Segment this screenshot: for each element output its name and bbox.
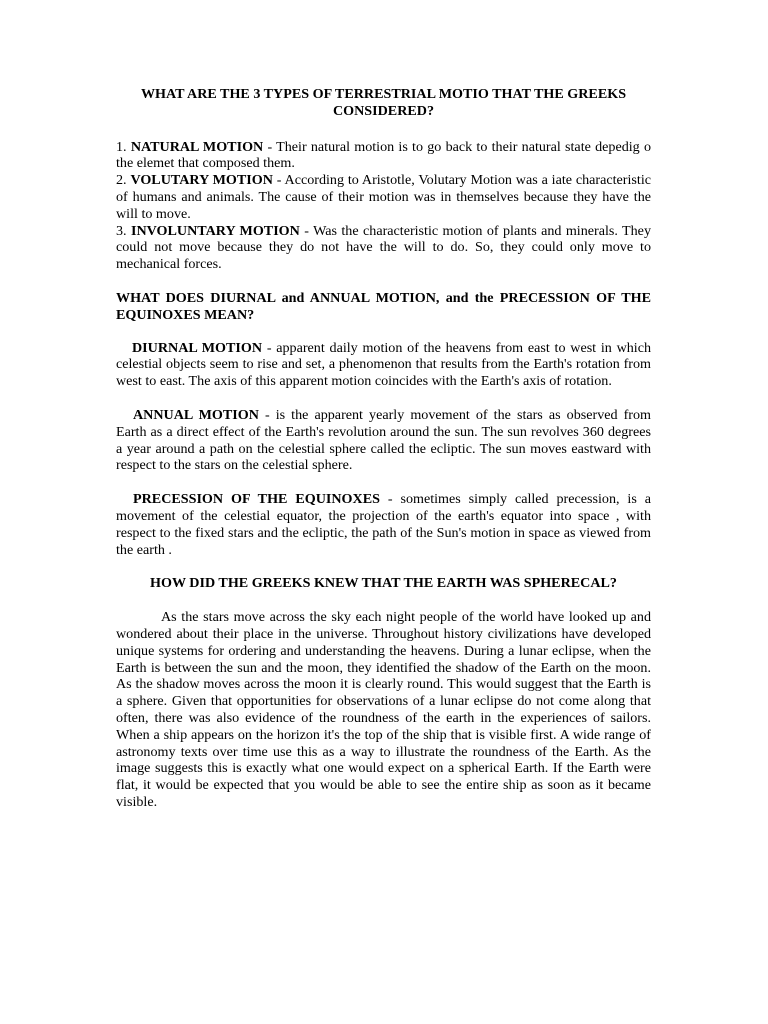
- item-text: - Was the characteristic motion of plants and minerals. They could not move because they do not have the will to do. So, they could only move to mechanical forces.: [116, 222, 651, 273]
- section-heading-spherical-earth: HOW DID THE GREEKS KNEW THAT THE EARTH WAS SPHERECAL?: [150, 575, 617, 592]
- definition-term: DIURNAL MOTION: [132, 339, 263, 356]
- body-paragraph-spherical-earth: As the stars move across the sky each night people of the world have looked up and wondered about their place in the universe. Throughout history civilizations have developed unique systems for ordering and understanding the heavens. During a lunar eclipse, when the Earth is between the sun and the moon, they identified the shadow of the Earth on the moon. As the shadow moves across the moon it is clearly round. This would suggest that the Earth is a sphere. Given that opportunities for observations of a lunar eclipse do not come along that often, there was also evidence of the roundness of the earth in the experiences of sailors. When a ship appears on the horizon it's the top of the ship that is visible first. A wide range of astronomy texts over time use this as a way to illustrate the roundness of the Earth. As the image suggests this is exactly what one would expect on a spherical Earth. If the Earth were flat, it would be expected that you would be able to see the entire ship as soon as it became visible.: [116, 609, 651, 810]
- definition-diurnal-motion: [116, 340, 651, 390]
- spacer: [116, 592, 651, 609]
- section-heading-diurnal-annual: WHAT DOES DIURNAL and ANNUAL MOTION, and the PRECESSION OF THE EQUINOXES MEAN?: [116, 289, 651, 323]
- document-page: [116, 86, 651, 811]
- item-term: NATURAL MOTION: [130, 138, 264, 155]
- spacer: [116, 324, 651, 340]
- section-heading-terrestrial-motion: WHAT ARE THE 3 TYPES OF TERRESTRIAL MOTIO THAT THE GREEKS CONSIDERED?: [140, 86, 627, 119]
- item-text: - Their natural motion is to go back to their natural state depedig o the elemet that composed them.: [116, 138, 651, 172]
- item-text: - According to Aristotle, Volutary Motion was a iate characteristic of humans and animals. The cause of their motion was in themselves because they have the will to move.: [116, 172, 651, 222]
- item-term: INVOLUNTARY MOTION: [130, 222, 300, 239]
- spacer: [116, 120, 651, 139]
- item-number: 1.: [116, 138, 127, 155]
- definition-text: - is the apparent yearly movement of the stars as observed from Earth as a direct effect of the Earth's revolution around the sun. The sun revolves 360 degrees a year around a path on the celestial sphere called the ecliptic. The sun moves eastward with respect to the stars on the celestial sphere.: [116, 406, 651, 474]
- list-item-voluntary-motion: [116, 172, 651, 222]
- definition-term: ANNUAL MOTION: [133, 406, 259, 423]
- item-number: 2.: [116, 172, 127, 189]
- item-number: 3.: [116, 222, 127, 239]
- list-item-natural-motion: [116, 139, 651, 173]
- definition-text: - sometimes simply called precession, is a movement of the celestial equator, the projection of the earth's equator into space , with respect to the fixed stars and the ecliptic, the path of the Sun's motion in space as viewed from the earth .: [116, 491, 651, 558]
- item-term: VOLUTARY MOTION: [130, 172, 273, 189]
- definition-text: - apparent daily motion of the heavens from east to west in which celestial objects seem to rise and set, a phenomenon that results from the Earth's rotation from west to east. The axis of this apparent motion coincides with the Earth's axis of rotation.: [116, 339, 652, 390]
- spacer: [116, 558, 651, 575]
- spacer: [116, 390, 651, 407]
- spacer: [116, 273, 651, 290]
- definition-term: PRECESSION OF THE EQUINOXES: [133, 491, 380, 508]
- spacer: [116, 474, 651, 491]
- definition-precession: [116, 491, 651, 558]
- list-item-involuntary-motion: [116, 223, 651, 273]
- definition-annual-motion: [116, 407, 651, 474]
